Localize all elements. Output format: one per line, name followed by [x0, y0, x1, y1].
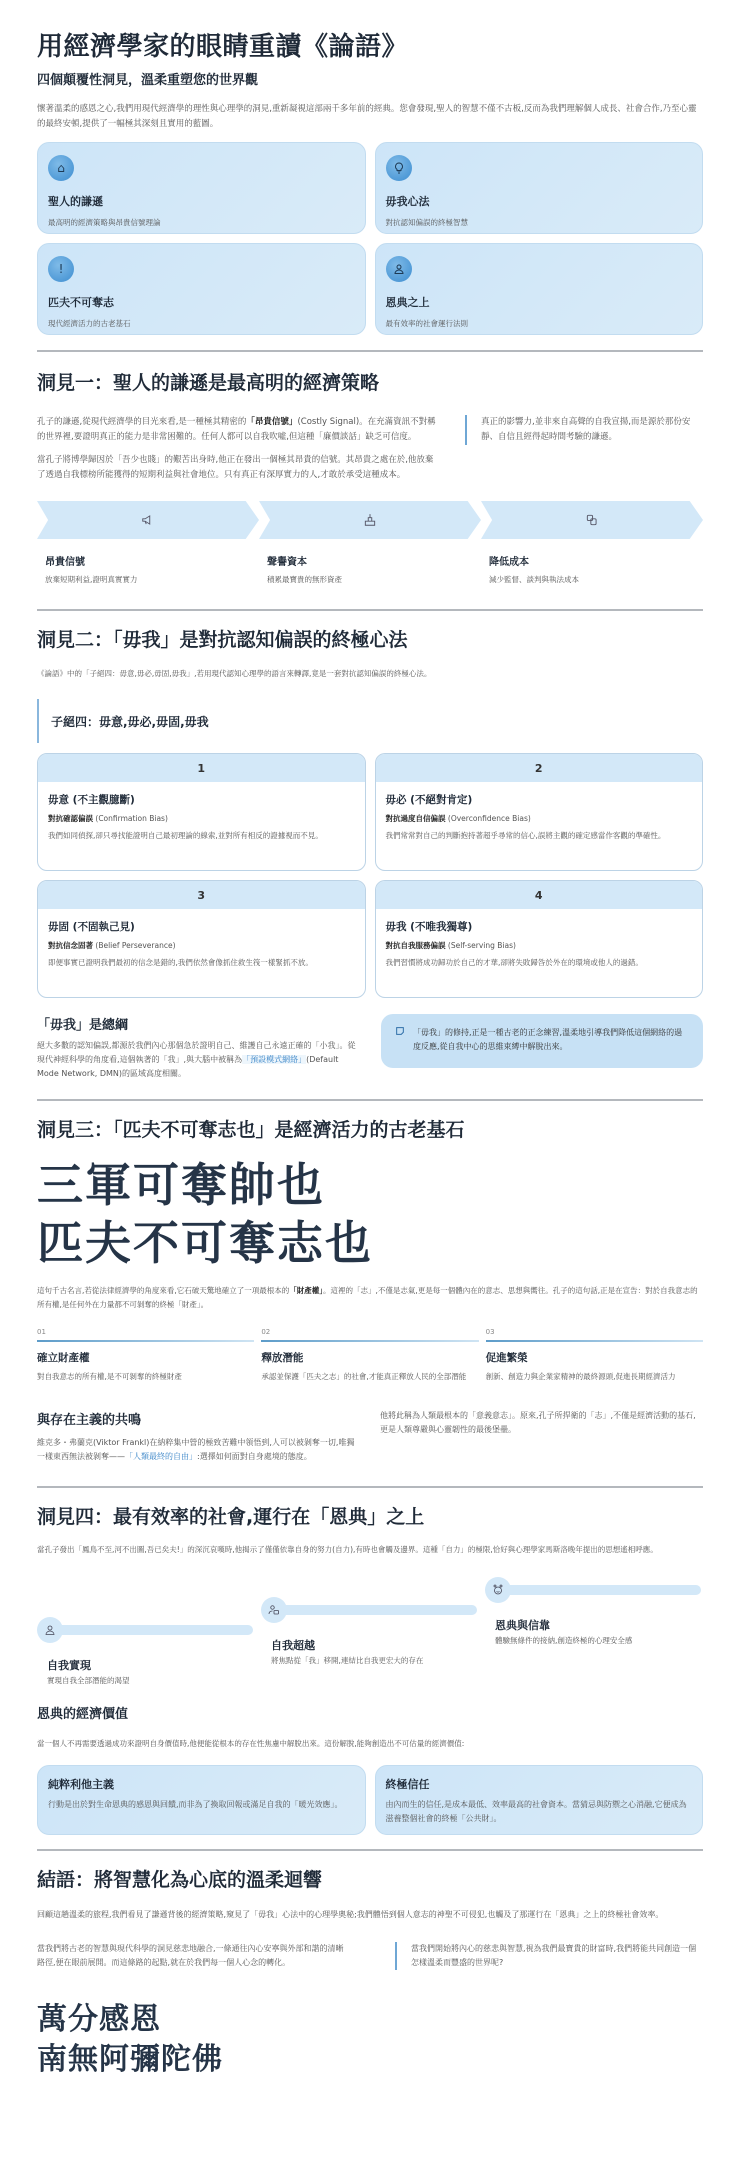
note-box	[381, 1014, 703, 1068]
callout-text: 子絕四：毋意,毋必,毋固,毋我	[51, 715, 209, 729]
handshake-icon	[481, 501, 703, 539]
page-title: 用經濟學家的眼睛重讀《論語》	[37, 32, 409, 62]
overview-card[interactable]	[37, 142, 366, 234]
summary-title: 「毋我」是總綱	[37, 1018, 129, 1033]
bias-card-number: 4	[376, 881, 703, 909]
bias-cards	[37, 753, 703, 998]
step-number: 03	[485, 1328, 495, 1336]
chevron-step-desc: 放棄短期利益,證明真實實力	[45, 575, 138, 584]
insight-1-heading: 洞見一：聖人的謙遜是最高明的經濟策略	[37, 372, 380, 394]
divider	[37, 609, 703, 611]
insight-4-lead: 當孔子發出「鳳鳥不至,河不出圖,吾已矣夫!」的深沉哀嘆時,他揭示了僅僅依靠自身的努力(自力),有時也會觸及邊界。這種「自力」的極限,恰好與心理學家馬斯洛晚年提出的思想遙相呼應。	[37, 1545, 658, 1554]
insight-2-lead: 《論語》中的「子絕四：毋意,毋必,毋固,毋我」,若用現代認知心理學的語言來轉譯,竟是一套對抗認知偏誤的終極心法。	[37, 669, 432, 678]
page-subtitle: 四個顛覆性洞見，溫柔重塑您的世界觀	[37, 73, 259, 88]
bias-card	[375, 880, 704, 998]
step-desc: 創新、創造力與企業家精神的最終源頭,促進長期經濟活力	[485, 1372, 676, 1381]
insight-1-paragraph-2: 當孔子將博學歸因於「吾少也賤」的艱苦出身時,他正在發出一個極其昂貴的信號。其昂貴之處在於,他放棄了透過自我標榜所能獲得的短期利益與社會地位。只有真正有深厚實力的人,才敢於承受這種成本。	[37, 455, 434, 480]
bias-card-desc: 即便事實已證明我們最初的信念是錯的,我們依然會像抓住救生筏一樣緊抓不放。	[48, 958, 313, 967]
stair-desc: 將焦點從「我」移開,連結比自我更宏大的存在	[271, 1656, 424, 1665]
bias-card-desc: 我們如同偵探,卻只尋找能證明自己最初理論的線索,並對所有相反的證據視而不見。	[48, 831, 323, 840]
exclamation-icon: !	[48, 256, 74, 282]
insight-4-section	[37, 1502, 703, 1835]
trophy-icon	[259, 501, 481, 539]
closing-line-2: 南無阿彌陀佛	[37, 2042, 223, 2077]
stair-bar	[49, 1625, 253, 1635]
maslow-stairs	[37, 1575, 703, 1695]
value-card-desc: 行動是出於對生命恩典的感恩與回饋,而非為了換取回報或滿足自我的「暖光效應」。	[48, 1800, 343, 1809]
insight-3-paragraph: 這句千古名言,若從法律經濟學的角度來看,它石破天驚地確立了一項最根本的「財產權」。這裡的「志」,不僅是志氣,更是每一個體內在的意志、思想與嚮往。孔子的這句話,正是在宣告：對於自我意志的所有權,是任何外在力量都不可剝奪的終極「財產」。	[37, 1286, 698, 1309]
bias-card-desc: 我們習慣將成功歸功於自己的才華,卻將失敗歸咎於外在的環境或他人的過錯。	[385, 958, 643, 967]
conclusion-quote: 當我們開始將內心的慈悲與智慧,視為我們最寶貴的財富時,我們將能共同創造一個怎樣溫柔而豐盛的世界呢?	[395, 1942, 703, 1970]
intro-paragraph: 懷著溫柔的感恩之心,我們用現代經濟學的理性與心理學的洞見,重新凝視這部兩千多年前的經典。您會發現,聖人的智慧不僅不古板,反而為我們理解個人成長、社會合作,乃至心靈的最終安頓,提供了一幅極其深刻且實用的藍圖。	[37, 104, 697, 129]
existentialism-block	[37, 1409, 703, 1464]
conclusion-columns	[37, 1942, 703, 1970]
insight-1-quote: 真正的影響力,並非來自高聲的自我宣揚,而是源於那份安靜、自信且經得起時間考驗的謙遜。	[465, 415, 703, 445]
bias-card	[37, 753, 366, 871]
insight-2-section	[37, 625, 703, 1081]
overview-card-desc: 對抗認知偏誤的終極智慧	[385, 218, 468, 227]
bias-card-subtitle: 對抗信念固著 (Belief Perseverance)	[48, 941, 176, 950]
overview-card-title: 聖人的謙遜	[48, 195, 103, 208]
numbered-steps	[37, 1328, 703, 1383]
bias-card-title: 毋必 (不絕對肯定)	[385, 794, 473, 806]
step-title: 促進繁榮	[485, 1352, 528, 1364]
step-line	[261, 1340, 478, 1342]
value-card-title: 純粹利他主義	[48, 1778, 114, 1791]
megaphone-icon	[37, 501, 259, 539]
insight-2-callout	[37, 699, 703, 743]
user-icon	[37, 1617, 63, 1643]
highlight-costly-signal: 「昂貴信號」	[246, 417, 298, 427]
existentialism-paragraph: 維克多・弗蘭克(Viktor Frankl)在納粹集中營的極致苦難中領悟到,人可以被剝奪一切,唯獨一樣東西無法被剝奪——「人類最終的自由」:選擇如何面對自身處境的態度。	[37, 1438, 355, 1461]
insight-1-section	[37, 368, 703, 585]
stair-title: 自我超越	[271, 1639, 315, 1652]
overview-card[interactable]	[375, 142, 704, 234]
grace-value-lead: 當一個人不再需要透過成功來證明自身價值時,他便能從根本的存在性焦慮中解脫出來。這份解脫,能夠創造出不可估量的經濟價值:	[37, 1739, 465, 1748]
step-number: 02	[261, 1328, 271, 1336]
bias-card-number: 3	[38, 881, 365, 909]
note-text: 「毋我」的修持,正是一種古老的正念練習,溫柔地引導我們降低這個網絡的過度反應,從自我中心的思維束縛中解脫出來。	[413, 1028, 683, 1051]
insight-3-heading: 洞見三：「匹夫不可奪志也」是經濟活力的古老基石	[37, 1119, 465, 1141]
divider	[37, 1849, 703, 1851]
lightbulb-icon	[386, 155, 412, 181]
overview-card-title: 恩典之上	[385, 296, 430, 309]
big-quote	[37, 1156, 703, 1272]
chevron-process	[37, 501, 703, 585]
bias-card-subtitle: 對抗自我服務偏誤 (Self-serving Bias)	[385, 941, 516, 950]
chevron-step-title: 降低成本	[489, 557, 529, 568]
bias-card-subtitle: 對抗過度自信偏誤 (Overconfidence Bias)	[385, 814, 531, 823]
overview-card-desc: 最有效率的社會運行法則	[385, 319, 468, 328]
step-desc: 對自我意志的所有權,是不可剝奪的終極財產	[37, 1372, 182, 1381]
grace-value-title: 恩典的經濟價值	[37, 1707, 129, 1722]
overview-card-desc: 現代經濟活力的古老基石	[48, 319, 131, 328]
page-header	[37, 26, 703, 132]
step-number: 01	[37, 1328, 46, 1336]
bias-card-subtitle: 對抗確認偏誤 (Confirmation Bias)	[48, 814, 168, 823]
final-freedom-link[interactable]: 「人類最終的自由」	[125, 1452, 197, 1461]
closing-text	[37, 2000, 703, 2080]
house-icon: ⌂	[48, 155, 74, 181]
chevron-step	[259, 501, 481, 585]
step-title: 釋放潛能	[261, 1352, 304, 1364]
value-card-title: 終極信任	[385, 1778, 430, 1791]
step-desc: 承認並保護「匹夫之志」的社會,才能真正釋放人民的全部潛能	[261, 1372, 467, 1381]
overview-card-title: 毋我心法	[385, 195, 430, 208]
insight-4-heading: 洞見四：最有效率的社會,運行在「恩典」之上	[37, 1506, 425, 1528]
insight-1-paragraph-1: 孔子的謙遜,從現代經濟學的目光來看,是一種極其精密的「昂貴信號」(Costly Signal)。在充滿資訊不對稱的世界裡,要證明真正的能力是非常困難的。任何人都可以自我吹噓,但這種「廉價談話」缺乏可信度。	[37, 417, 436, 442]
highlight-dmn: 「預設模式網絡」	[242, 1055, 307, 1064]
grace-value-cards	[37, 1765, 703, 1835]
bias-card-desc: 我們常常對自己的判斷抱持著超乎尋常的信心,誤將主觀的確定感當作客觀的準確性。	[385, 831, 666, 840]
value-card-desc: 由內而生的信任,是成本最低、效率最高的社會資本。當猜忌與防禦之心消融,它便成為滋養整個社會的終極「公共財」。	[385, 1800, 687, 1823]
stair-desc: 體驗無條件的接納,創造終極的心理安全感	[495, 1636, 633, 1645]
conclusion-section	[37, 1865, 703, 2080]
step-line	[37, 1340, 254, 1342]
insight-2-heading: 洞見二：「毋我」是對抗認知偏誤的終極心法	[37, 629, 408, 651]
existentialism-right-paragraph: 他將此稱為人類最根本的「意義意志」。原來,孔子所捍衛的「志」,不僅是經濟活動的基石,更是人類尊嚴與心靈韌性的最後堡壘。	[380, 1411, 696, 1434]
highlight-property-rights: 「財產權」	[289, 1286, 324, 1295]
big-quote-line-2: 匹夫不可奪志也	[37, 1216, 373, 1270]
divider	[37, 350, 703, 352]
existentialism-title: 與存在主義的共鳴	[37, 1413, 142, 1428]
stair-title: 自我實現	[47, 1659, 91, 1672]
person-icon	[386, 256, 412, 282]
step-item	[37, 1328, 254, 1383]
bias-card-title: 毋我 (不唯我獨尊)	[385, 921, 473, 933]
bias-card-number: 1	[38, 754, 365, 782]
step-title: 確立財產權	[37, 1352, 90, 1364]
insight-2-summary	[37, 1014, 703, 1081]
conclusion-heading: 結語：將智慧化為心底的溫柔迴響	[37, 1869, 323, 1891]
bias-card	[375, 753, 704, 871]
stair-title: 恩典與信靠	[495, 1619, 550, 1632]
step-item	[486, 1328, 703, 1383]
chevron-step	[37, 501, 259, 585]
conclusion-paragraph-1: 回顧這趟溫柔的旅程,我們看見了謙遜背後的經濟策略,窺見了「毋我」心法中的心理學奧秘;我們體悟到個人意志的神聖不可侵犯,也觸及了那運行在「恩典」之上的終極社會效率。	[37, 1910, 664, 1919]
bias-card-title: 毋意 (不主觀臆斷)	[48, 794, 135, 806]
overview-card[interactable]	[37, 243, 366, 335]
bias-card-number: 2	[376, 754, 703, 782]
smile-icon	[485, 1577, 511, 1603]
overview-card-title: 匹夫不可奪志	[48, 296, 114, 309]
overview-card-desc: 最高明的經濟策略與昂貴信號理論	[48, 218, 161, 227]
overview-cards	[37, 142, 703, 335]
step-line	[486, 1340, 703, 1342]
stair-bar	[273, 1605, 477, 1615]
conclusion-paragraph-2: 當我們將古老的智慧與現代科學的洞見慈悲地融合,一條通往內心安寧與外部和諧的清晰路徑,便在眼前展開。而這條路的起點,就在於我們每一個人心念的轉化。	[37, 1944, 344, 1967]
big-quote-line-1: 三軍可奪帥也	[37, 1158, 325, 1212]
divider	[37, 1099, 703, 1101]
note-icon	[395, 1026, 405, 1056]
summary-paragraph: 絕大多數的認知偏誤,都源於我們內心那個急於證明自己、維護自己永遠正確的「小我」。從現代神經科學的角度看,這個執著的「我」,與大腦中被稱為「預設模式網絡」(Default Mode Network, DMN)的區域高度相關。	[37, 1041, 356, 1078]
step-item	[261, 1328, 478, 1383]
bias-card	[37, 880, 366, 998]
insight-3-section	[37, 1115, 703, 1464]
stair-desc: 實現自我全部潛能的渴望	[47, 1676, 130, 1685]
closing-line-1: 萬分感恩	[37, 2002, 161, 2037]
value-card	[37, 1765, 366, 1835]
divider	[37, 1486, 703, 1488]
chevron-step-title: 昂貴信號	[45, 557, 85, 568]
chevron-step-desc: 減少監督、談判與執法成本	[489, 575, 579, 584]
bias-card-title: 毋固 (不固執己見)	[48, 921, 135, 933]
chevron-step-desc: 積累最寶貴的無形資產	[267, 575, 342, 584]
value-card	[375, 1765, 704, 1835]
user-group-icon	[261, 1597, 287, 1623]
chevron-step-title: 聲譽資本	[267, 557, 307, 568]
chevron-step	[481, 501, 703, 585]
overview-card[interactable]	[375, 243, 704, 335]
stair-bar	[497, 1585, 701, 1595]
